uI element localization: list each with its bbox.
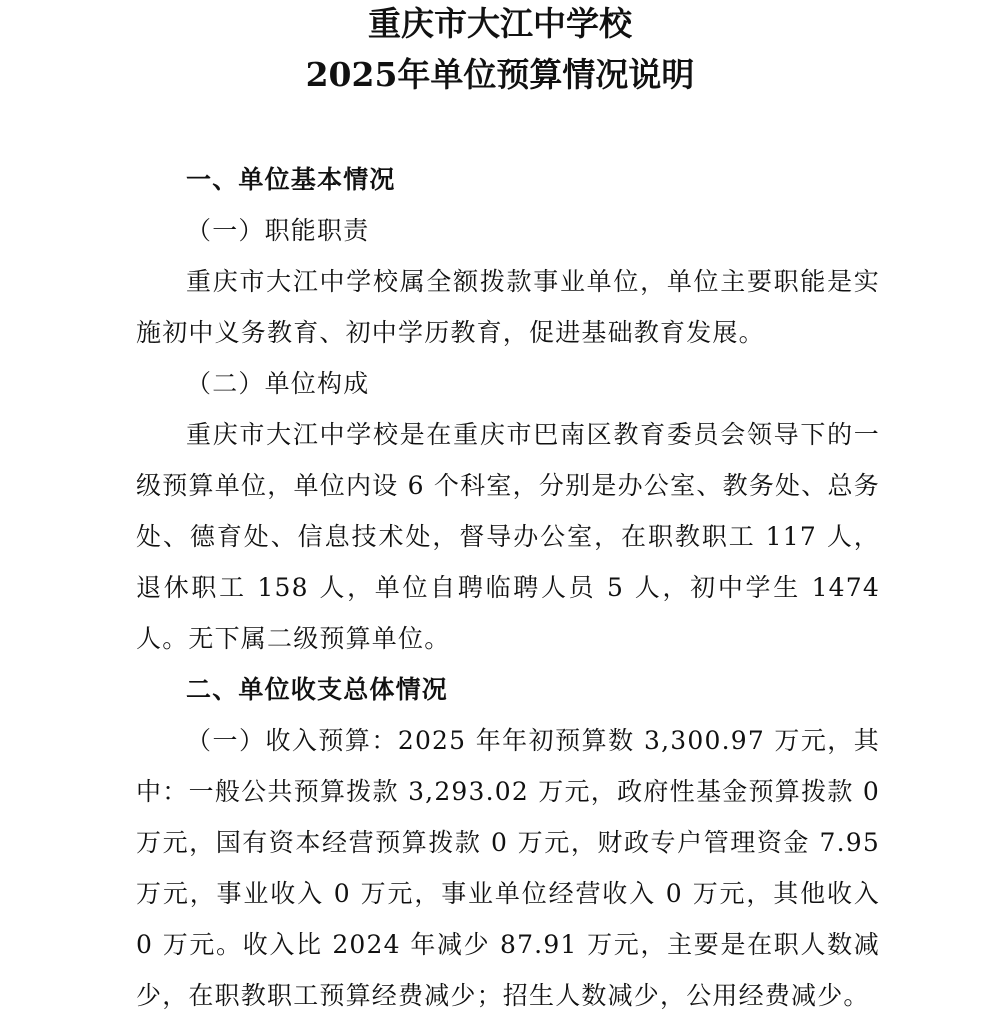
- sub1-heading: （一）职能职责: [186, 216, 370, 245]
- section2-heading: 二、单位收支总体情况: [186, 675, 449, 704]
- sub1-paragraph: 重庆市大江中学校属全额拨款事业单位，单位主要职能是实施初中义务教育、初中学历教育，促进基础教育发展。: [136, 267, 880, 347]
- document-body: [136, 154, 880, 1021]
- document-title-line2: 2025年单位预算情况说明: [305, 55, 695, 94]
- section1-heading: 一、单位基本情况: [186, 165, 396, 194]
- sub2-heading: （二）单位构成: [186, 369, 370, 398]
- sub2-paragraph: 重庆市大江中学校是在重庆市巴南区教育委员会领导下的一级预算单位，单位内设 6 个科室，分别是办公室、教务处、总务处、德育处、信息技术处，督导办公室，在职教职工 117 人，退休职工 158 人，单位自聘临聘人员 5 人，初中学生 1474 人。无下属二级预算单位。: [136, 420, 880, 653]
- income-paragraph: （一）收入预算：2025 年年初预算数 3,300.97 万元，其中：一般公共预算拨款 3,293.02 万元，政府性基金预算拨款 0 万元，国有资本经营预算拨款 0 万元，财政专户管理资金 7.95 万元，事业收入 0 万元，事业单位经营收入 0 万元，其他收入 0 万元。收入比 2024 年减少 87.91 万元，主要是在职人数减少，在职教职工预算经费减少；招生人数减少，公用经费减少。: [136, 726, 880, 1010]
- document-title-line1: 重庆市大江中学校: [368, 4, 632, 43]
